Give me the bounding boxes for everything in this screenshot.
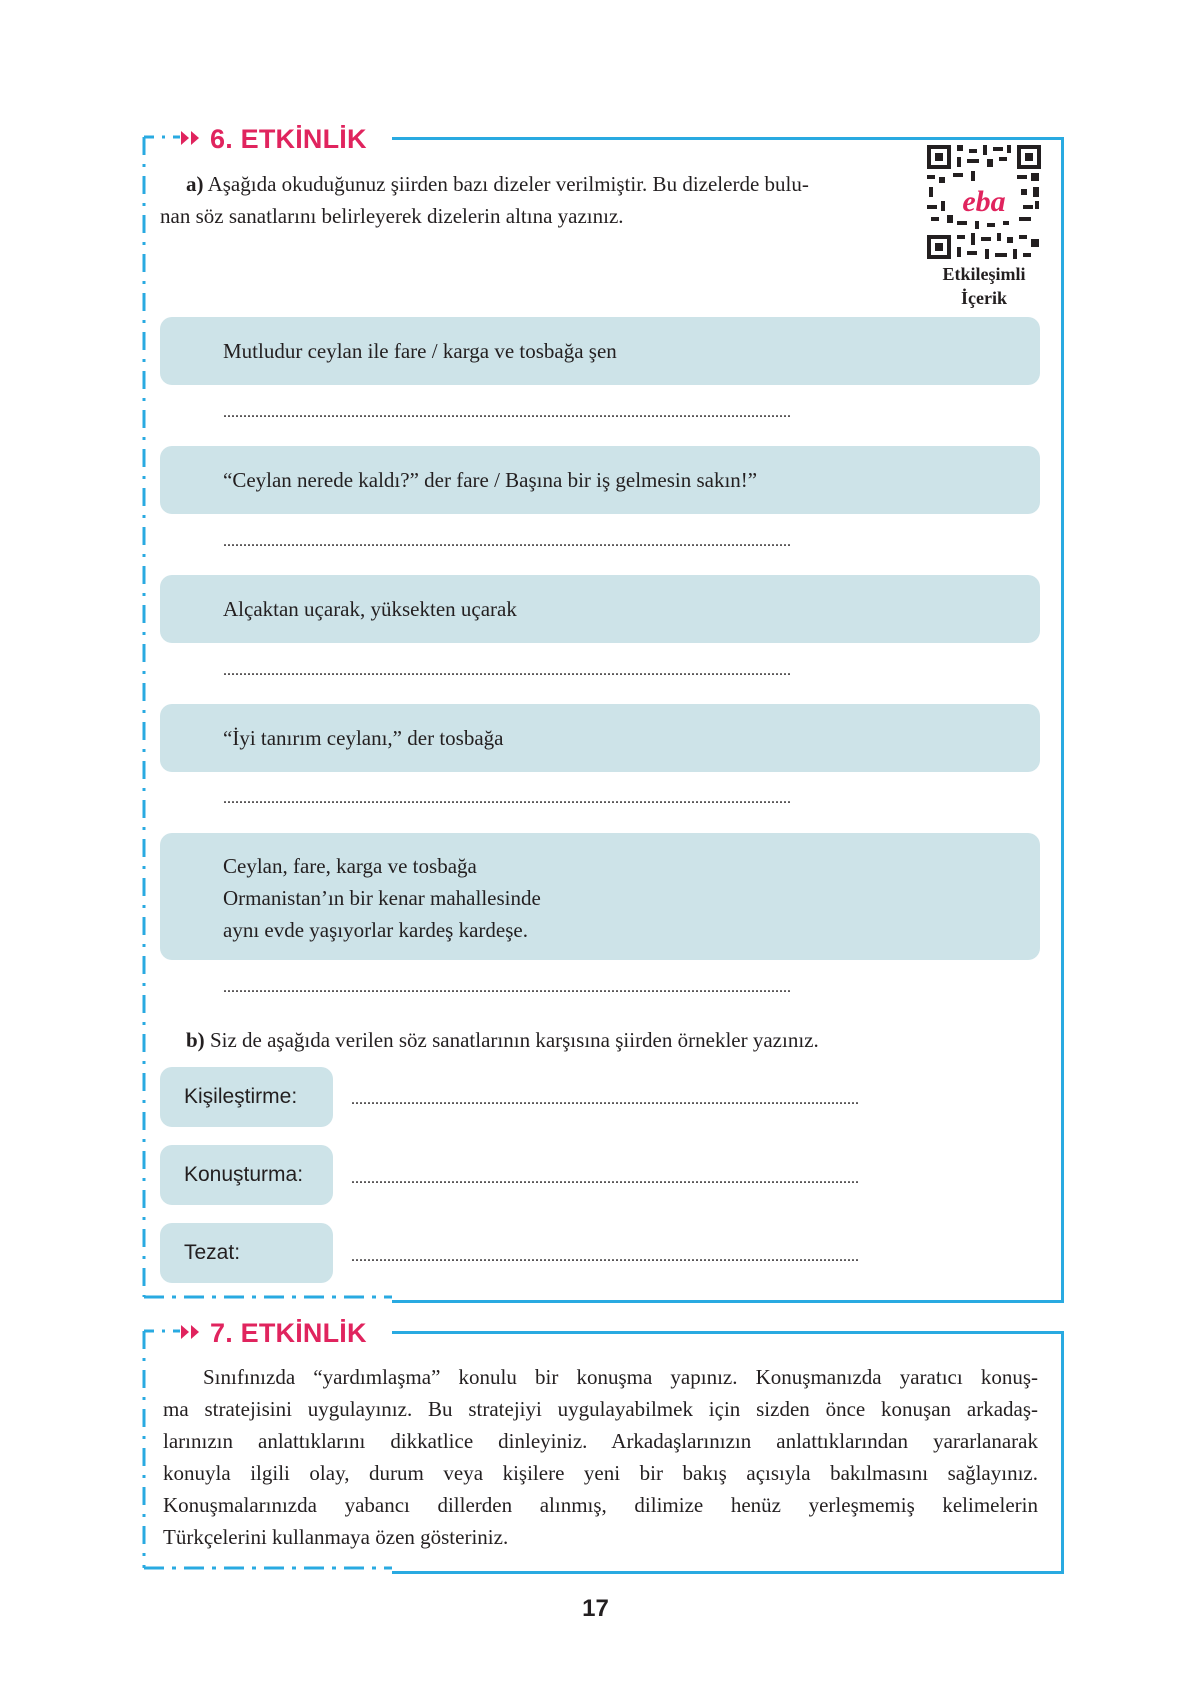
qr-caption-line1: Etkileşimli [942, 264, 1026, 284]
verse-box [160, 704, 1040, 772]
paragraph-line: Sınıfınızda “yardımlaşma” konulu bir konuşma yapınız. Konuşmanızda yaratıcı konuş- [203, 1365, 1038, 1389]
part-b-text: Siz de aşağıda verilen söz sanatlarının karşısına şiirden örnekler yazınız. [204, 1028, 819, 1052]
verse-line: Alçaktan uçarak, yüksekten uçarak [223, 597, 517, 621]
verse-line: aynı evde yaşıyorlar kardeş kardeşe. [223, 918, 528, 942]
double-arrow-icon [181, 131, 199, 145]
device-answer-line[interactable]: ............................................................................................................................... [351, 1170, 859, 1187]
qr-caption-line2: İçerik [961, 288, 1007, 308]
verse-line: Ceylan, fare, karga ve tosbağa [223, 854, 477, 878]
device-label-box: Konuşturma: [160, 1145, 333, 1205]
answer-line[interactable]: .............................................................................................................................................. [223, 404, 791, 421]
answer-line[interactable]: .............................................................................................................................................. [223, 790, 791, 807]
paragraph-line: larınızın anlattıklarını dikkatlice dinleyiniz. Arkadaşlarınızın anlattıklarından yararlanarak [163, 1429, 1038, 1453]
device-answer-line[interactable]: ............................................................................................................................... [351, 1248, 859, 1265]
device-label-box: Kişileştirme: [160, 1067, 333, 1127]
qr-caption [900, 262, 1068, 310]
answer-line[interactable]: .............................................................................................................................................. [223, 533, 791, 550]
part-a-instruction-line2: nan söz sanatlarını belirleyerek dizelerin altına yazınız. [160, 204, 624, 228]
verse-line: Ormanistan’ın bir kenar mahallesinde [223, 886, 541, 910]
qr-code-icon[interactable] [927, 145, 1041, 259]
eba-logo: eba [962, 185, 1006, 218]
verse-line: “Ceylan nerede kaldı?” der fare / Başına bir iş gelmesin sakın!” [223, 468, 758, 492]
paragraph-line: ma stratejisini uygulayınız. Bu stratejiyi uygulayabilmek için sizden önce konuşan arkadaş- [163, 1397, 1038, 1421]
device-label-box: Tezat: [160, 1223, 333, 1283]
verse-box [160, 575, 1040, 643]
answer-line[interactable]: .............................................................................................................................................. [223, 979, 791, 996]
part-a-letter: a) [186, 172, 204, 196]
part-a-instruction [186, 168, 916, 200]
paragraph-line: konuyla ilgili olay, durum veya kişilere yeni bir bakış açısıyla bakılmasını sağlayınız. [163, 1461, 1038, 1485]
verse-line: Mutludur ceylan ile fare / karga ve tosbağa şen [223, 339, 617, 363]
part-b-letter: b) [186, 1028, 205, 1052]
activity7-title: 7. ETKİNLİK [210, 1318, 367, 1348]
answer-line[interactable]: .............................................................................................................................................. [223, 662, 791, 679]
paragraph-line: Konuşmalarınızda yabancı dillerden alınmış, dilimize henüz yerleşmemiş kelimelerin [163, 1493, 1038, 1517]
page-number: 17 [582, 1595, 609, 1622]
device-answer-line[interactable]: ............................................................................................................................... [351, 1091, 859, 1108]
double-arrow-icon [181, 1325, 199, 1339]
part-b-instruction [186, 1024, 1046, 1056]
verse-box [160, 833, 1040, 960]
part-a-text-line1: Aşağıda okuduğunuz şiirden bazı dizeler verilmiştir. Bu dizelerde bulu- [203, 172, 809, 196]
verse-line: “İyi tanırım ceylanı,” der tosbağa [223, 726, 504, 750]
activity7-paragraph [163, 1361, 1038, 1553]
verse-box [160, 446, 1040, 514]
verse-box [160, 317, 1040, 385]
paragraph-line: Türkçelerini kullanmaya özen gösteriniz. [163, 1525, 509, 1549]
activity6-title: 6. ETKİNLİK [210, 124, 367, 154]
